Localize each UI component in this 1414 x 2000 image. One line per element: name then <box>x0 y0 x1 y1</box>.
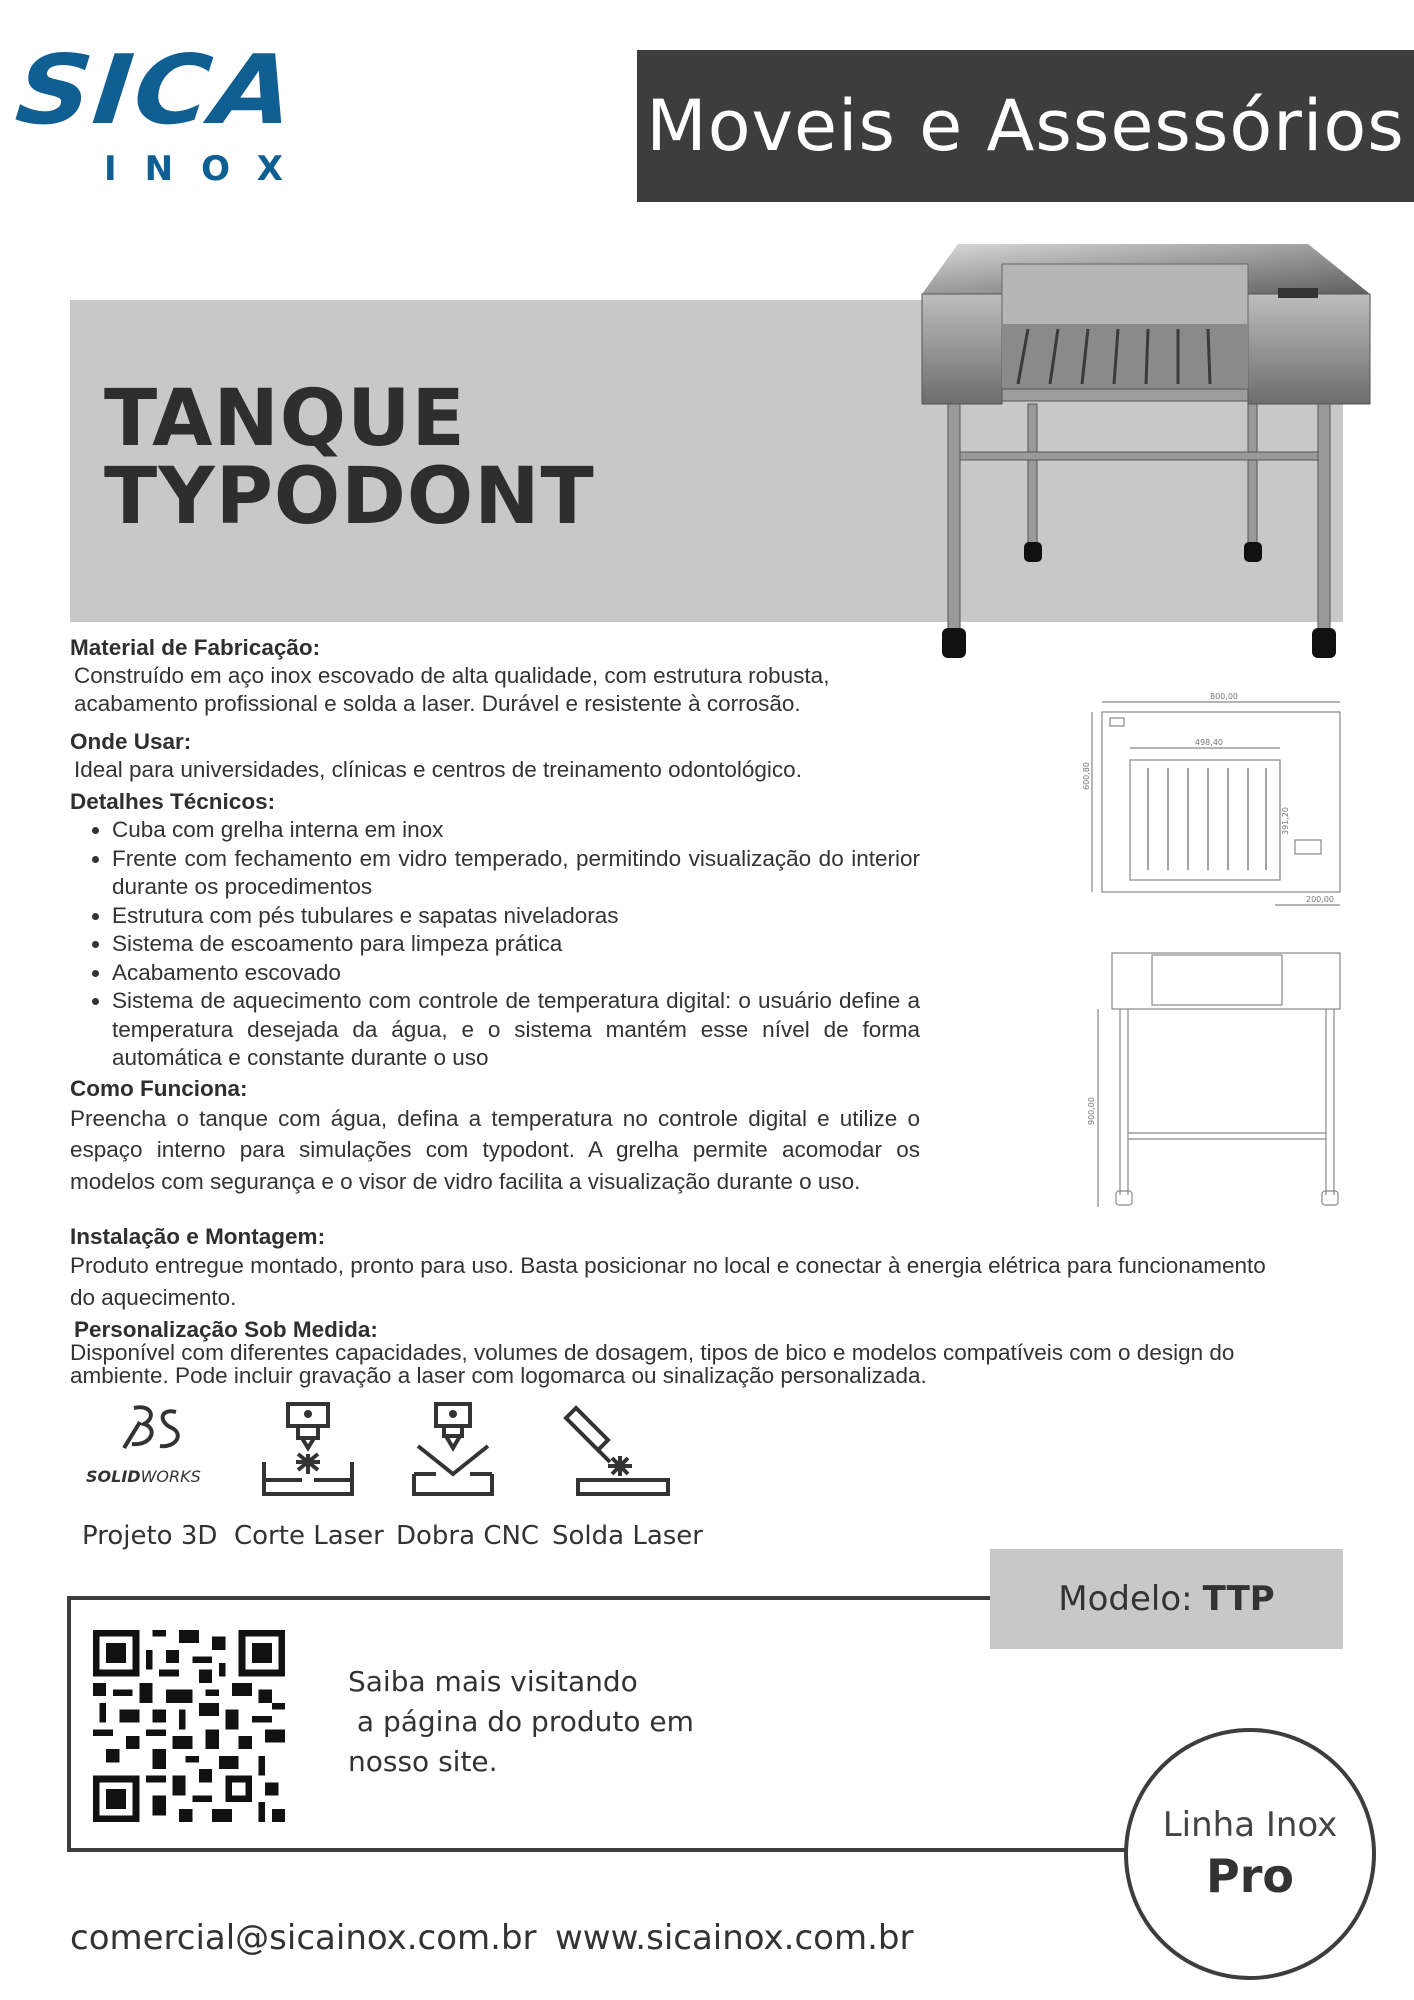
qr-caption: Saiba mais visitando a página do produto em nosso site. <box>348 1665 694 1778</box>
product-description <box>70 634 920 1197</box>
process-label-laser-weld: Solda Laser <box>552 1521 703 1551</box>
qr-code[interactable] <box>93 1630 285 1822</box>
list-item: • Frente com fechamento em vidro temperado, permitindo visualização do interior durante os procedimentos <box>112 845 920 902</box>
install-section <box>70 1224 1275 1313</box>
frame-bottom-line <box>67 1848 1127 1852</box>
cnc-bend-icon <box>388 1400 528 1500</box>
dim-leg-height: 900,00 <box>1087 1097 1096 1125</box>
product-title: TANQUE TYPODONT <box>104 374 595 542</box>
brand-logo: SICA <box>11 33 302 146</box>
model-code: TTP <box>1202 1579 1275 1619</box>
material-text: Construído em aço inox escovado de alta qualidade, com estrutura robusta, acabamento profissional e solda a laser. Durável e resistente à corrosão. <box>74 663 830 716</box>
install-text: Produto entregue montado, pronto para uso. Basta posicionar no local e conectar à energia elétrica para funcionamento do aquecimento. <box>70 1253 1266 1310</box>
dim-side-width: 200,00 <box>1306 895 1334 904</box>
frame-top-line <box>67 1596 990 1600</box>
list-item: • Estrutura com pés tubulares e sapatas niveladoras <box>112 902 920 931</box>
line-badge <box>1124 1728 1376 1980</box>
usage-heading: Onde Usar: <box>70 729 192 754</box>
category-title: Moveis e Assessórios <box>646 85 1405 167</box>
custom-section <box>70 1318 1275 1387</box>
how-heading: Como Funciona: <box>70 1075 248 1101</box>
list-item: • Sistema de aquecimento com controle de temperatura digital: o usuário define a temperatura desejada da água, e o sistema mantém esse nível de forma automática e constante durante o uso <box>112 987 920 1073</box>
laser-weld-icon <box>542 1400 682 1500</box>
laser-cut-icon <box>240 1400 380 1500</box>
model-box <box>990 1549 1343 1649</box>
process-label-laser-cut: Corte Laser <box>234 1521 384 1551</box>
solidworks-icon <box>80 1400 220 1500</box>
solidworks-brand-suffix: WORKS <box>140 1467 201 1486</box>
custom-text: Disponível com diferentes capacidades, volumes de dosagem, tipos de bico e modelos compatíveis com o design do ambiente. Pode incluir gravação a laser com logomarca ou sinalização personalizada. <box>70 1340 1235 1388</box>
how-text: Preencha o tanque com água, defina a temperatura no controle digital e utilize o espaço interno para simulações com typodont. A grelha permite acomodar os modelos com segurança e o visor de vidro facilita a visualização durante o uso. <box>70 1105 920 1194</box>
model-label: Modelo: <box>1058 1579 1193 1619</box>
technical-drawing-front <box>1082 690 1360 915</box>
contact-email[interactable]: comercial@sicainox.com.br <box>70 1918 537 1958</box>
material-heading: Material de Fabricação: <box>70 635 321 660</box>
process-label-3d: Projeto 3D <box>82 1521 218 1551</box>
category-banner <box>637 50 1414 202</box>
usage-text: Ideal para universidades, clínicas e centros de treinamento odontológico. <box>74 757 802 782</box>
brand-logo-subtitle: INOX <box>104 149 312 189</box>
list-item: • Sistema de escoamento para limpeza prática <box>112 930 920 959</box>
dim-inner-height: 391,20 <box>1281 807 1290 835</box>
contact-website[interactable]: www.sicainox.com.br <box>555 1918 914 1958</box>
details-list <box>70 816 920 1073</box>
line-badge-label: Linha Inox <box>1162 1805 1338 1845</box>
technical-drawing-side <box>1080 945 1355 1217</box>
details-heading: Detalhes Técnicos: <box>70 789 276 814</box>
dim-inner-width: 498,40 <box>1195 738 1223 747</box>
dim-width: 800,00 <box>1210 692 1238 701</box>
line-badge-tier: Pro <box>1205 1849 1294 1903</box>
install-heading: Instalação e Montagem: <box>70 1224 326 1249</box>
custom-heading: Personalização Sob Medida: <box>74 1317 378 1342</box>
process-label-cnc-bend: Dobra CNC <box>396 1521 540 1551</box>
list-item: • Cuba com grelha interna em inox <box>112 816 920 845</box>
list-item: • Acabamento escovado <box>112 959 920 988</box>
svg-text:SOLIDWORKS: SOLIDWORKS <box>86 1467 201 1486</box>
dim-height: 600,80 <box>1082 762 1091 790</box>
frame-left-line <box>67 1596 71 1852</box>
product-photo <box>918 244 1374 664</box>
